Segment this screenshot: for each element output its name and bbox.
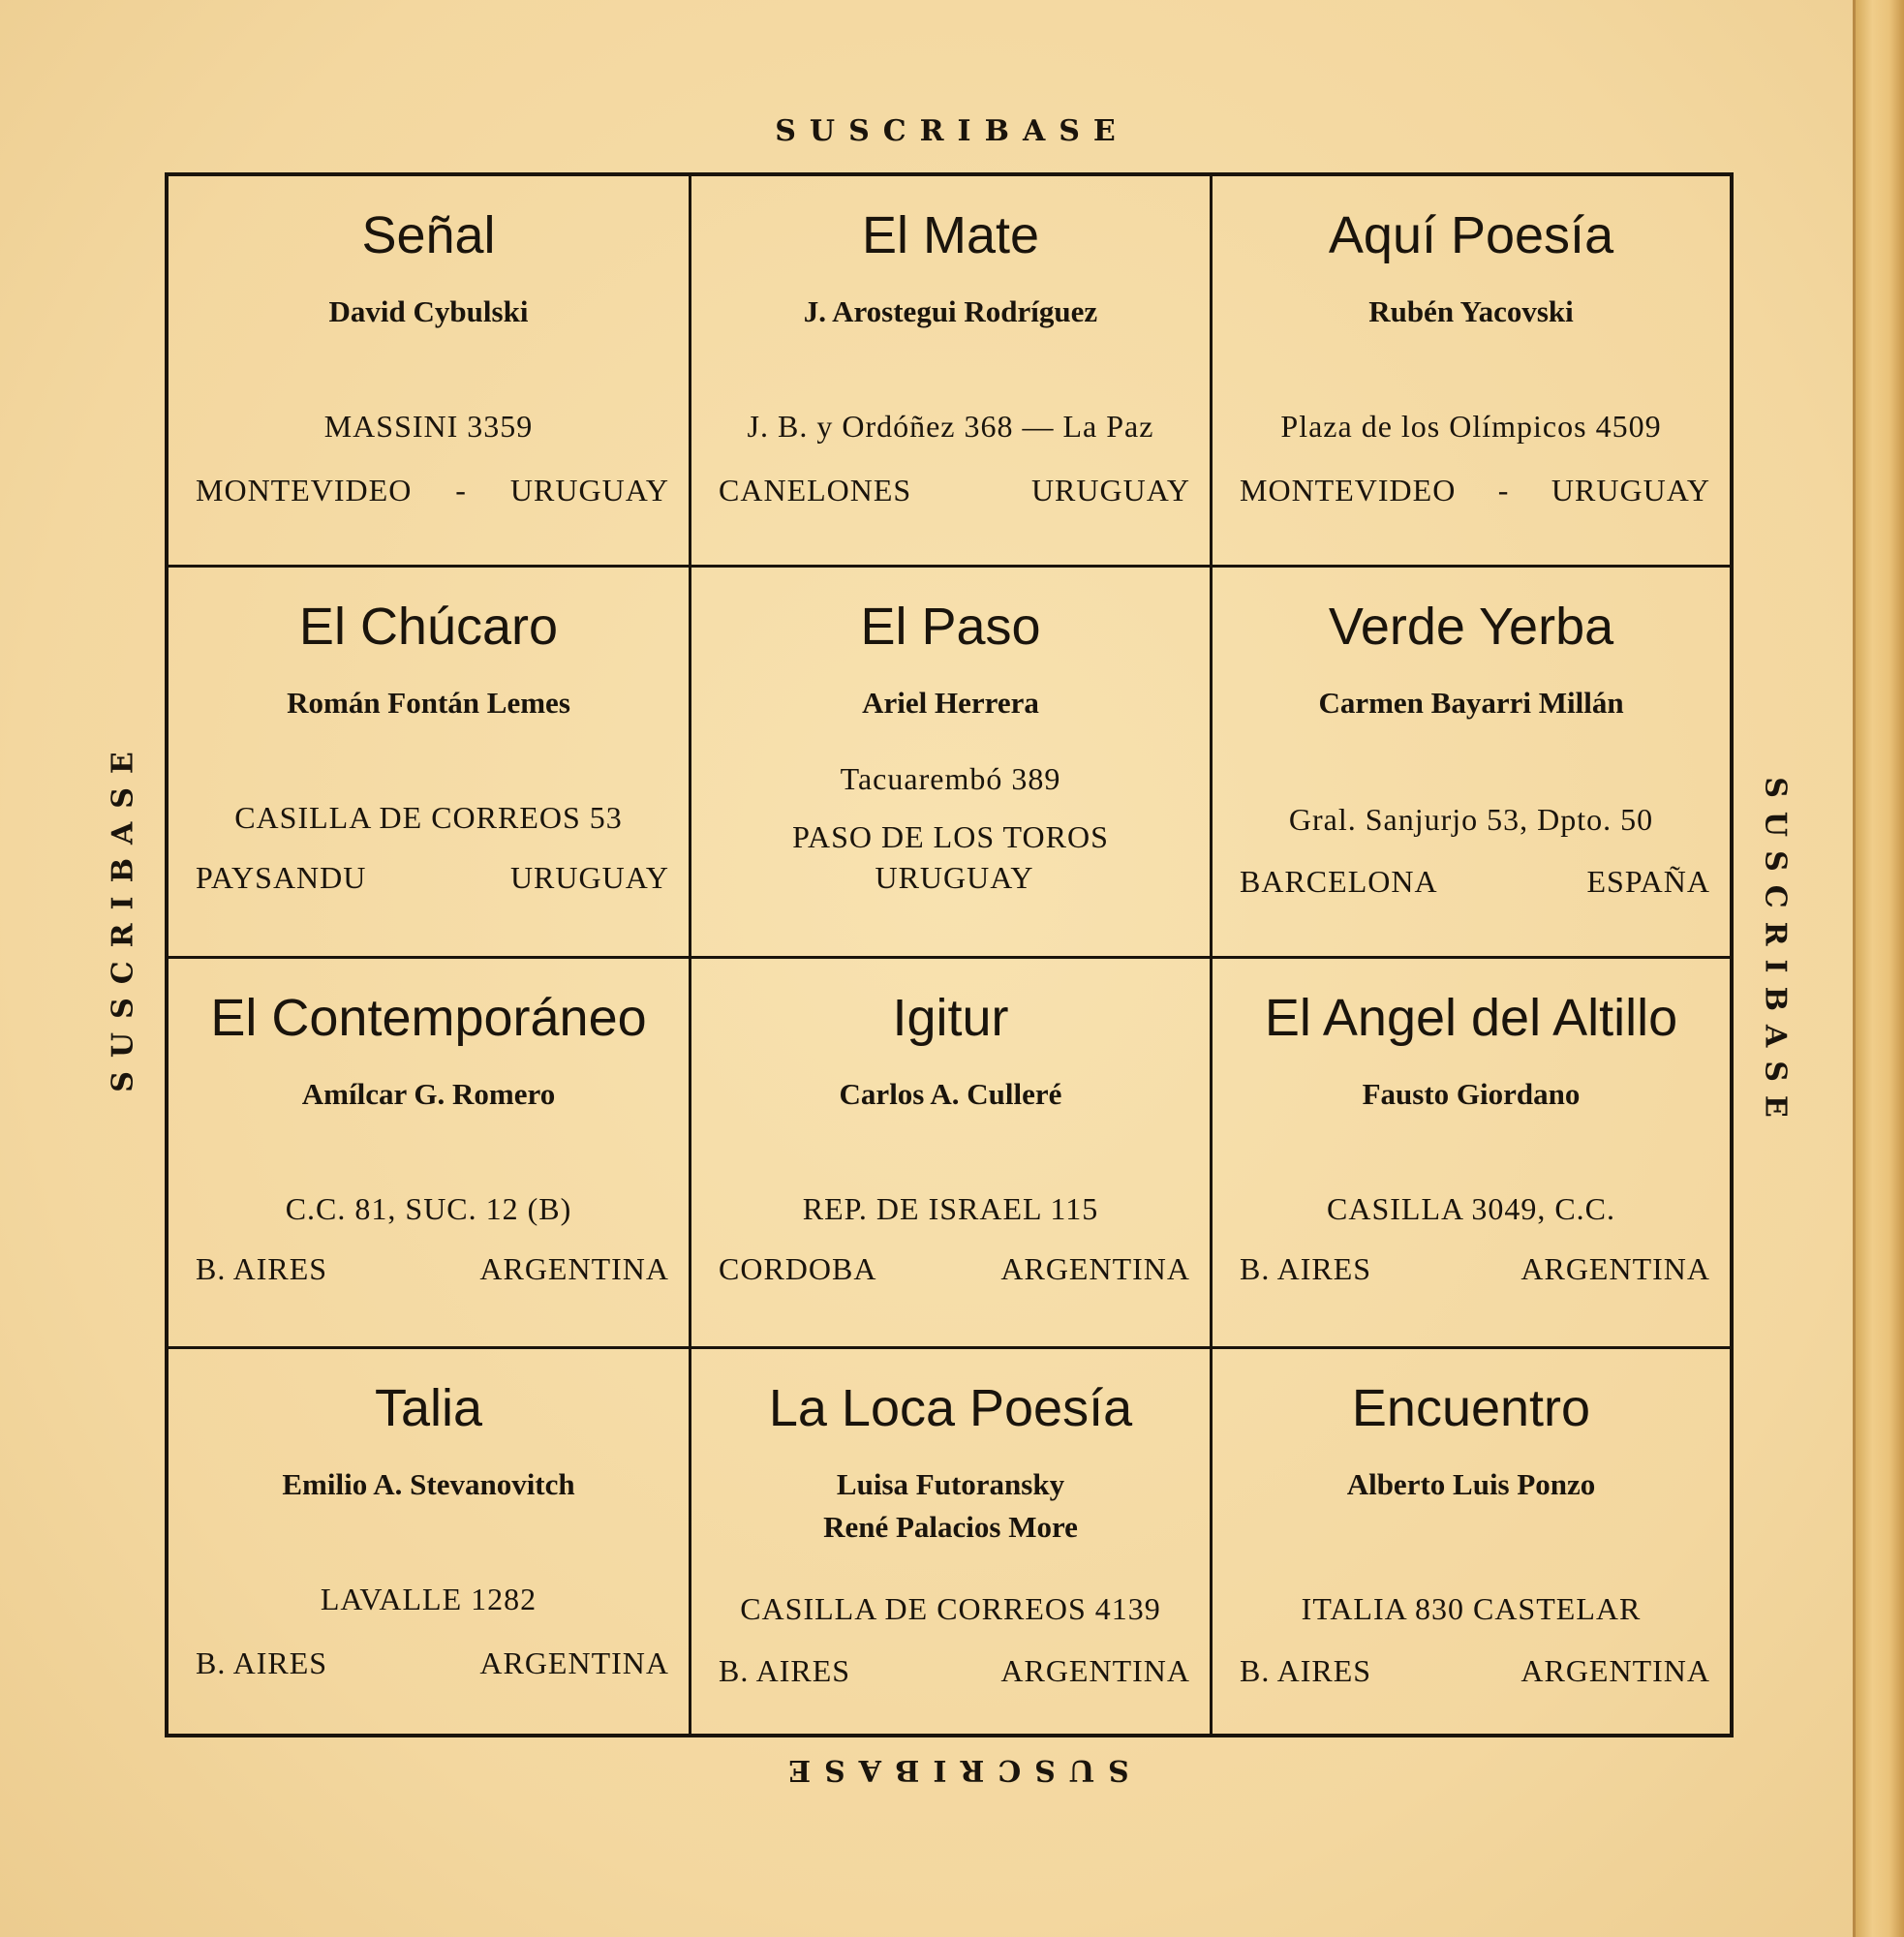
city-country-line bbox=[719, 1251, 1190, 1287]
street-address: C.C. 81, SUC. 12 (B) bbox=[285, 1191, 572, 1226]
street-address: LAVALLE 1282 bbox=[320, 1582, 537, 1616]
magazine-title: El Contemporáneo bbox=[210, 989, 647, 1047]
label-bottom-inverted: SUSCRIBASE bbox=[775, 1753, 1129, 1787]
entry-senal bbox=[169, 176, 691, 568]
city: BARCELONA bbox=[1240, 864, 1438, 899]
editor-name: Rubén Yacovski bbox=[1368, 294, 1574, 328]
magazine-title: El Mate bbox=[861, 206, 1040, 264]
city: MONTEVIDEO bbox=[196, 473, 413, 507]
magazine-title: Igitur bbox=[892, 989, 1009, 1047]
editor-name: Luisa Futoransky bbox=[836, 1467, 1065, 1501]
city: B. AIRES bbox=[196, 1251, 328, 1286]
country: ARGENTINA bbox=[1520, 1251, 1710, 1286]
city: B. AIRES bbox=[719, 1653, 851, 1688]
entry-igitur bbox=[691, 959, 1213, 1349]
entry-el-paso bbox=[691, 568, 1213, 959]
city-country-line bbox=[1240, 473, 1710, 508]
street-address: J. B. y Ordóñez 368 — La Paz bbox=[747, 409, 1154, 444]
street-address: REP. DE ISRAEL 115 bbox=[802, 1191, 1099, 1226]
city: CORDOBA bbox=[719, 1251, 877, 1286]
editor-name: J. Arostegui Rodríguez bbox=[803, 294, 1098, 328]
street-address: CASILLA DE CORREOS 53 bbox=[234, 800, 623, 835]
country: ARGENTINA bbox=[1000, 1653, 1190, 1688]
city-country-line bbox=[196, 1645, 669, 1681]
entry-el-chucaro bbox=[169, 568, 691, 959]
city-country-line bbox=[1240, 1653, 1710, 1689]
city-country-line bbox=[719, 860, 1190, 896]
city-country-line bbox=[1240, 864, 1710, 900]
country: ARGENTINA bbox=[1520, 1653, 1710, 1688]
town: PASO DE LOS TOROS bbox=[792, 819, 1109, 854]
editor-name: Fausto Giordano bbox=[1362, 1077, 1581, 1111]
city: B. AIRES bbox=[1240, 1653, 1372, 1688]
country: URUGUAY bbox=[875, 860, 1034, 895]
editor-name: David Cybulski bbox=[328, 294, 529, 328]
editor-name: Ariel Herrera bbox=[862, 686, 1039, 720]
entry-verde-yerba bbox=[1213, 568, 1730, 959]
city: MONTEVIDEO bbox=[1240, 473, 1457, 507]
entry-la-loca-poesia bbox=[691, 1349, 1213, 1734]
country: URUGUAY bbox=[1030, 473, 1190, 507]
city: PAYSANDU bbox=[196, 860, 367, 895]
entry-talia bbox=[169, 1349, 691, 1734]
separator: - bbox=[1497, 473, 1510, 507]
editor-name: Emilio A. Stevanovitch bbox=[282, 1467, 575, 1501]
magazine-title: El Chúcaro bbox=[298, 598, 559, 656]
label-top: SUSCRIBASE bbox=[775, 114, 1129, 148]
city-country-line bbox=[196, 1251, 669, 1287]
editor-name: Amílcar G. Romero bbox=[301, 1077, 556, 1111]
separator: - bbox=[455, 473, 467, 507]
entry-el-angel-del-altillo bbox=[1213, 959, 1730, 1349]
label-left-vertical: SUSCRIBASE bbox=[106, 738, 140, 1092]
street-address: ITALIA 830 CASTELAR bbox=[1301, 1591, 1642, 1626]
editor-name-2: René Palacios More bbox=[823, 1510, 1078, 1544]
city-country-line bbox=[196, 860, 669, 896]
street-address: CASILLA 3049, C.C. bbox=[1326, 1191, 1616, 1226]
street-address: Plaza de los Olímpicos 4509 bbox=[1280, 409, 1662, 444]
book-spine bbox=[1853, 0, 1904, 1937]
city-country-line bbox=[719, 1653, 1190, 1689]
magazine-title: La Loca Poesía bbox=[768, 1379, 1133, 1437]
city-country-line bbox=[719, 473, 1190, 508]
entry-encuentro bbox=[1213, 1349, 1730, 1734]
city-country-line bbox=[1240, 1251, 1710, 1287]
magazine-title: El Angel del Altillo bbox=[1264, 989, 1678, 1047]
country: ARGENTINA bbox=[1000, 1251, 1190, 1286]
label-right-vertical: SUSCRIBASE bbox=[1758, 777, 1793, 1131]
editor-name: Román Fontán Lemes bbox=[287, 686, 570, 720]
city: CANELONES bbox=[719, 473, 912, 507]
street-address: CASILLA DE CORREOS 4139 bbox=[740, 1591, 1161, 1626]
street-address: Gral. Sanjurjo 53, Dpto. 50 bbox=[1288, 802, 1654, 837]
country: ARGENTINA bbox=[479, 1251, 669, 1286]
entry-aqui-poesia bbox=[1213, 176, 1730, 568]
magazine-title: Aquí Poesía bbox=[1328, 206, 1614, 264]
country: URUGUAY bbox=[1551, 473, 1710, 507]
editor-name: Carlos A. Culleré bbox=[839, 1077, 1062, 1111]
street-address: MASSINI 3359 bbox=[323, 409, 534, 444]
entry-el-contemporaneo bbox=[169, 959, 691, 1349]
country: URUGUAY bbox=[509, 473, 669, 507]
country: URUGUAY bbox=[509, 860, 669, 895]
magazine-directory-grid bbox=[165, 172, 1734, 1737]
country: ESPAÑA bbox=[1586, 864, 1710, 899]
magazine-title: Verde Yerba bbox=[1328, 598, 1614, 656]
city: B. AIRES bbox=[1240, 1251, 1372, 1286]
magazine-title: Talia bbox=[374, 1379, 483, 1437]
entry-el-mate bbox=[691, 176, 1213, 568]
editor-name: Carmen Bayarri Millán bbox=[1318, 686, 1624, 720]
country: ARGENTINA bbox=[479, 1645, 669, 1680]
editor-name: Alberto Luis Ponzo bbox=[1346, 1467, 1596, 1501]
magazine-title: Encuentro bbox=[1351, 1379, 1591, 1437]
city-country-line bbox=[196, 473, 669, 508]
street-address: Tacuarembó 389 bbox=[840, 761, 1061, 796]
magazine-title: Señal bbox=[361, 206, 496, 264]
magazine-title: El Paso bbox=[860, 598, 1041, 656]
city: B. AIRES bbox=[196, 1645, 328, 1680]
